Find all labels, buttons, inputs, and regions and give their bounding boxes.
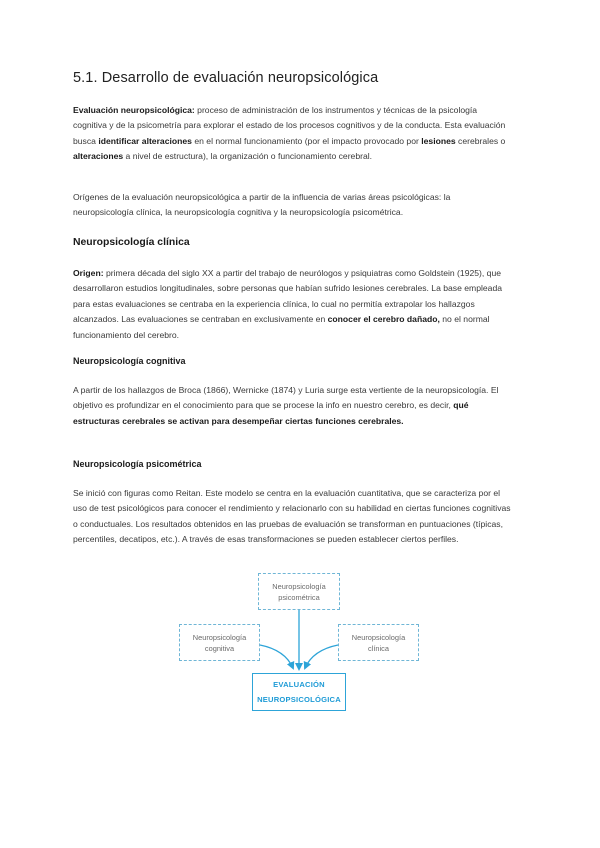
intro-text-2: en el normal funcionamiento (por el impacto provocado por (191, 135, 422, 146)
intro-bold-1: identificar alteraciones (98, 135, 192, 146)
box-cognitiva-line-2: cognitiva (204, 643, 235, 653)
intro-text-1: proceso de administración de los instrumentos y técnicas de la psicología cognitiva y de la psicometría para explorar el estado de los procesos cognitivos y de la conducta. Esta evaluación busca (73, 105, 506, 146)
intro-bold-3: alteraciones (73, 151, 124, 162)
clinica-text-1: primera década del siglo XX a partir del trabajo de neurólogos y psiquiatras como Goldstein (1925), que desarrollaron estudios longitudinales, sobre personas que habían sufrido lesiones cerebrales. La base empleada para estas evaluaciones se centraba en la experiencia clínica, lo cual no permitía extrapolar los hallazgos alcanzados. Las evaluaciones se centraban en exclusivamente en (73, 268, 503, 325)
box-psicometrica-line-2: psicométrica (278, 592, 320, 602)
arrow-right-to-center (305, 645, 338, 668)
intro-text-3: cerebrales o (455, 135, 506, 146)
diagram-box-clinica (338, 624, 419, 661)
box-evaluacion-line-1: EVALUACIÓN (273, 680, 325, 689)
cognitiva-paragraph (73, 383, 513, 429)
diagram-box-cognitiva (179, 624, 260, 661)
origins-paragraph: Orígenes de la evaluación neuropsicológica a partir de la influencia de varias áreas psicológicas: la neuropsicología clínica, la neuropsicología cognitiva y la neuropsicología psicométrica. (73, 192, 451, 218)
box-evaluacion-line-2: NEUROPSICOLÓGICA (257, 695, 341, 704)
psicometrica-heading: Neuropsicología psicométrica (73, 459, 202, 469)
cognitiva-heading: Neuropsicología cognitiva (73, 356, 186, 366)
diagram-box-evaluacion (252, 673, 346, 711)
intro-paragraph (73, 103, 513, 165)
box-clinica-line-1: Neuropsicología (351, 632, 406, 642)
intro-bold-2: lesiones (421, 135, 456, 146)
diagram-box-psicometrica (258, 573, 340, 610)
clinica-heading: Neuropsicología clínica (73, 237, 190, 248)
arrow-left-to-center (260, 645, 293, 668)
clinica-bold-1: conocer el cerebro dañado, (327, 314, 440, 325)
box-cognitiva-line-1: Neuropsicología (192, 632, 247, 642)
intro-text-4: a nivel de estructura), la organización o funcionamiento cerebral. (123, 151, 373, 162)
cognitiva-text-1: A partir de los hallazgos de Broca (1866), Wernicke (1874) y Luria surge esta vertiente de la neuropsicología. El objetivo es profundizar en el conocimiento para que se procese la info en nuestro cerebro, es decir, (73, 385, 499, 411)
section-heading: 5.1. Desarrollo de evaluación neuropsicológica (73, 70, 379, 86)
clinica-paragraph (73, 266, 513, 343)
clinica-label: Origen: (73, 268, 104, 278)
intro-label: Evaluación neuropsicológica: (73, 105, 195, 115)
box-clinica-line-2: clínica (368, 643, 389, 653)
psicometrica-paragraph: Se inició con figuras como Reitan. Este modelo se centra en la evaluación cuantitativa, que se caracteriza por el uso de test psicológicos para conocer el rendimiento y relacionarlo con su habilidad en ciertas funciones cognitivas o conductuales. Los resultados obtenidos en las pruebas de evaluación se transforman en puntuaciones (típicas, percentiles, decatipos, etc.). A través de esas transformaciones se pueden establecer ciertos perfiles. (73, 488, 511, 545)
clinica-text-2: no el normal funcionamiento del cerebro. (73, 314, 490, 340)
box-psicometrica-line-1: Neuropsicología (272, 581, 326, 591)
cognitiva-bold-1: qué estructuras cerebrales se activan para desempeñar ciertas funciones cerebrales. (73, 400, 469, 426)
